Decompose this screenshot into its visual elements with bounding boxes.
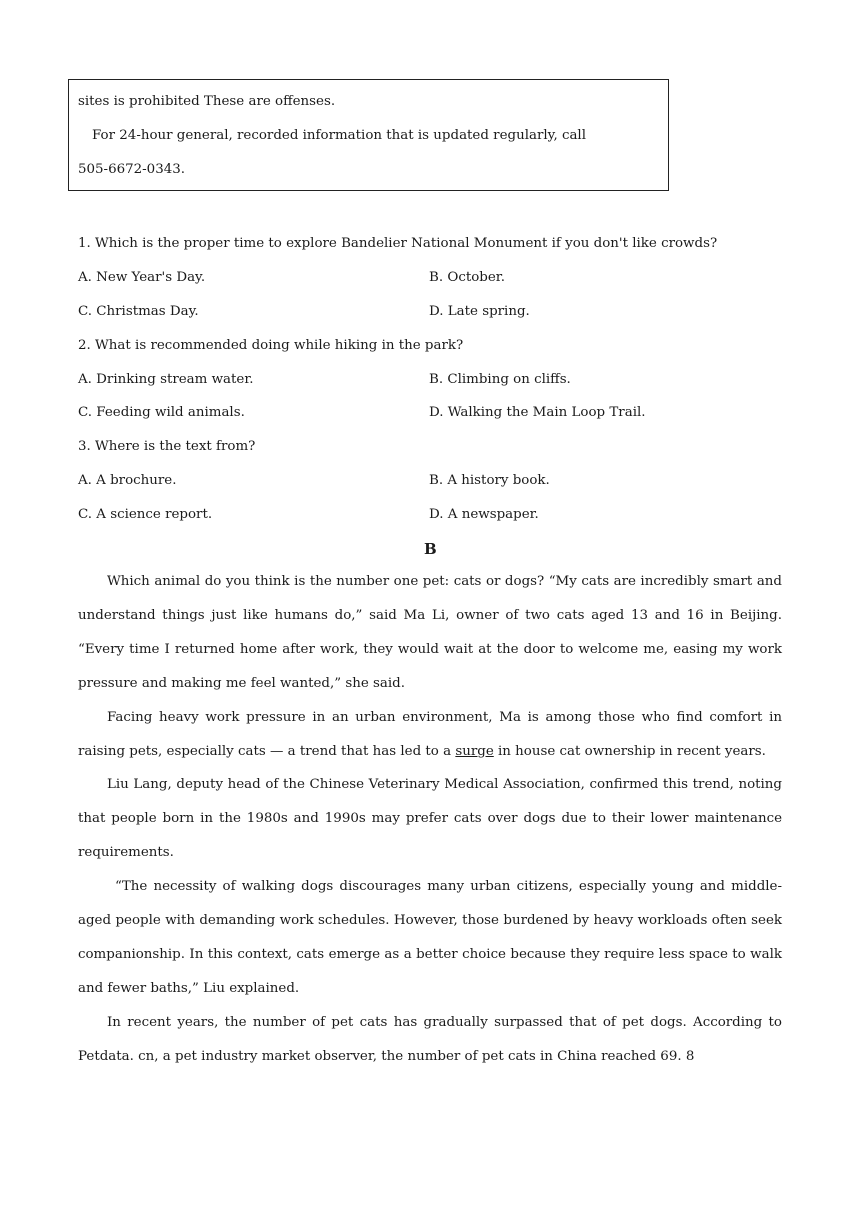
notice-line-1: sites is prohibited These are offenses.: [78, 94, 336, 109]
question-3-stem: 3. Where is the text from?: [78, 439, 256, 454]
question-2-option-d[interactable]: D. Walking the Main Loop Trail.: [429, 405, 646, 420]
question-1-option-b[interactable]: B. October.: [429, 270, 505, 285]
paragraph-1: Which animal do you think is the number one pet: cats or dogs? “My cats are incredibly smart and understand things just like humans do,” said Ma Li, owner of two cats aged 13 and 16 in Beijing. “Every time I returned home after work, they would wait at the door to welcome me, easing my work pressure and making me feel wanted,” she said.: [78, 574, 782, 691]
question-1-option-c[interactable]: C. Christmas Day.: [78, 304, 199, 319]
question-1-option-d[interactable]: D. Late spring.: [429, 304, 530, 319]
question-3-option-b[interactable]: B. A history book.: [429, 473, 550, 488]
paragraph-2-text-before: Facing heavy work pressure in an urban environment, Ma is among those who find comfort in raising pets, especially cats — a trend that has led to a: [78, 709, 782, 759]
question-2-option-c[interactable]: C. Feeding wild animals.: [78, 405, 245, 420]
question-3-option-a[interactable]: A. A brochure.: [78, 473, 177, 488]
paragraph-3: Liu Lang, deputy head of the Chinese Veterinary Medical Association, confirmed this trend, noting that people born in the 1980s and 1990s may prefer cats over dogs due to their lower maintenance requirements.: [78, 777, 782, 861]
question-1-option-a[interactable]: A. New Year's Day.: [78, 270, 206, 285]
question-1-stem: 1. Which is the proper time to explore Bandelier National Monument if you don't like crowds?: [78, 236, 718, 251]
question-2-option-b[interactable]: B. Climbing on cliffs.: [429, 372, 571, 387]
notice-line-3: 505-6672-0343.: [78, 162, 186, 177]
paragraph-2: [78, 701, 782, 769]
paragraph-2-text-after: in house cat ownership in recent years.: [493, 743, 766, 759]
question-2-stem: 2. What is recommended doing while hiking in the park?: [78, 338, 464, 353]
section-b-body: [78, 565, 782, 1074]
notice-line-2: For 24-hour general, recorded information that is updated regularly, call: [92, 128, 587, 143]
question-3-option-c[interactable]: C. A science report.: [78, 507, 213, 522]
question-3-option-d[interactable]: D. A newspaper.: [429, 507, 539, 522]
question-2-option-a[interactable]: A. Drinking stream water.: [78, 372, 254, 387]
paragraph-4: “The necessity of walking dogs discourages many urban citizens, especially young and middle-aged people with demanding work schedules. However, those burdened by heavy workloads often seek companionship. In this context, cats emerge as a better choice because they require less space to walk and fewer baths,” Liu explained.: [78, 879, 782, 996]
section-b-heading: B: [424, 540, 437, 558]
paragraph-5: In recent years, the number of pet cats has gradually surpassed that of pet dogs. According to Petdata. cn, a pet industry market observer, the number of pet cats in China reached 69. 8: [78, 1014, 782, 1064]
underlined-word-surge: surge: [455, 743, 494, 759]
